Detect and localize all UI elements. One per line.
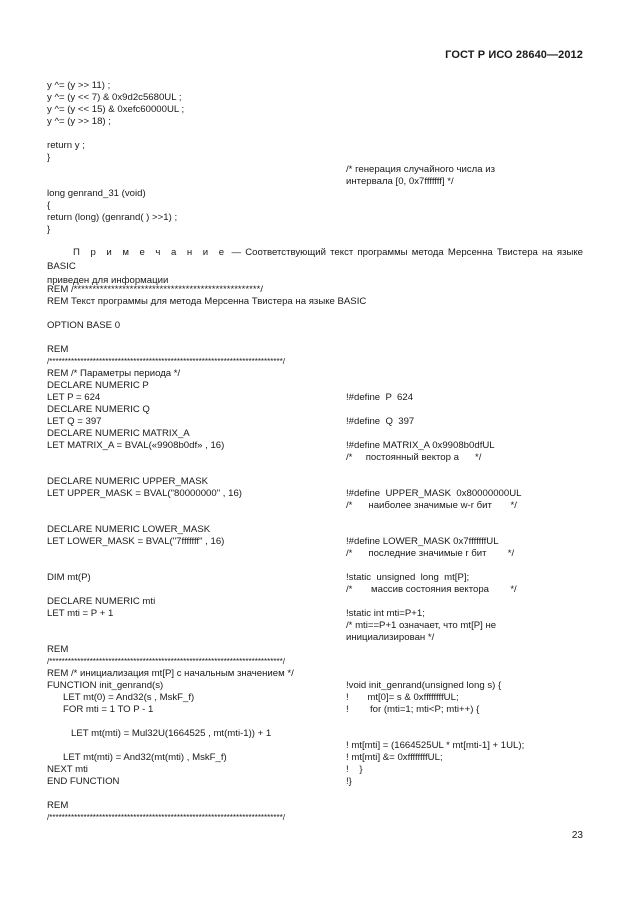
c-equivalent-line: !#define UPPER_MASK 0x80000000UL	[346, 488, 522, 499]
code-line: return (long) (genrand( ) >>1) ;	[47, 212, 178, 223]
c-equivalent-line: инициализирован */	[346, 632, 435, 643]
c-equivalent-line: /* последние значимые r бит */	[346, 548, 515, 559]
code-comment: /* генерация случайного числа из	[346, 164, 496, 175]
c-equivalent-line: /* массив состояния вектора */	[346, 584, 517, 595]
basic-line: DIM mt(P)	[47, 572, 91, 583]
separator-line: /***************************************************************************/	[47, 657, 285, 666]
code-line: y ^= (y << 7) & 0x9d2c5680UL ;	[47, 92, 182, 103]
code-line: return y ;	[47, 140, 85, 151]
basic-line: DECLARE NUMERIC P	[47, 380, 149, 391]
c-equivalent-line: !#define P 624	[346, 392, 414, 403]
c-equivalent-line: /* mti==P+1 означает, что mt[P] не	[346, 620, 497, 631]
basic-line: FOR mti = 1 TO P - 1	[47, 704, 154, 715]
c-equivalent-line: !#define Q 397	[346, 416, 415, 427]
c-equivalent-line: !#define MATRIX_A 0x9908b0dfUL	[346, 440, 495, 451]
basic-line: LET mti = P + 1	[47, 608, 114, 619]
basic-line: REM /* инициализация mt[P] с начальным значением */	[47, 668, 294, 679]
code-line: }	[47, 224, 51, 235]
c-equivalent-line: ! for (mti=1; mti<P; mti++) {	[346, 704, 480, 715]
c-equivalent-line: ! }	[346, 764, 363, 775]
c-equivalent-line: !void init_genrand(unsigned long s) {	[346, 680, 502, 691]
c-equivalent-line: /* постоянный вектор a */	[346, 452, 482, 463]
note-text: — Соответствующий текст программы метода Мерсенна Твистера на языке BASIC	[47, 247, 584, 272]
basic-line: LET Q = 397	[47, 416, 102, 427]
note-text-continued: приведен для информации	[47, 275, 169, 286]
c-equivalent-line: ! mt[0]= s & 0xffffffffUL;	[346, 692, 459, 703]
code-line: {	[47, 200, 51, 211]
basic-line: LET mt(mti) = And32(mt(mti) , MskF_f)	[47, 752, 227, 763]
basic-line: LET mt(0) = And32(s , MskF_f)	[47, 692, 195, 703]
basic-line: LET MATRIX_A = BVAL(«9908b0df» , 16)	[47, 440, 225, 451]
basic-line: DECLARE NUMERIC MATRIX_A	[47, 428, 190, 439]
basic-line: DECLARE NUMERIC UPPER_MASK	[47, 476, 208, 487]
c-equivalent-line: !static unsigned long mt[P];	[346, 572, 470, 583]
basic-line: FUNCTION init_genrand(s)	[47, 680, 164, 691]
basic-line: REM Текст программы для метода Мерсенна Твистера на языке BASIC	[47, 296, 367, 307]
c-equivalent-line: ! mt[mti] &= 0xffffffffUL;	[346, 752, 443, 763]
basic-line: OPTION BASE 0	[47, 320, 121, 331]
separator-line: /***************************************************************************/	[47, 813, 285, 822]
basic-line: DECLARE NUMERIC LOWER_MASK	[47, 524, 211, 535]
page-number: 23	[571, 830, 583, 841]
c-equivalent-line: !static int mti=P+1;	[346, 608, 425, 619]
separator-line: /***************************************************************************/	[47, 357, 285, 366]
basic-line: LET mt(mti) = Mul32U(1664525 , mt(mti-1)) + 1	[47, 728, 272, 739]
basic-line: NEXT mti	[47, 764, 88, 775]
code-line: long genrand_31 (void)	[47, 188, 146, 199]
code-line: }	[47, 152, 51, 163]
basic-line: DECLARE NUMERIC Q	[47, 404, 150, 415]
note-label: П р и м е ч а н и е	[73, 247, 228, 258]
basic-line: DECLARE NUMERIC mti	[47, 596, 156, 607]
c-equivalent-line: !}	[346, 776, 352, 787]
note-paragraph	[47, 246, 583, 288]
basic-line: REM	[47, 344, 69, 355]
basic-line: REM /* Параметры периода */	[47, 368, 181, 379]
code-line: y ^= (y >> 11) ;	[47, 80, 111, 91]
c-equivalent-line: !#define LOWER_MASK 0x7fffffffUL	[346, 536, 499, 547]
basic-line: REM	[47, 644, 69, 655]
basic-line: REM /**************************************************/	[47, 284, 263, 295]
basic-line: END FUNCTION	[47, 776, 120, 787]
c-equivalent-line: /* наиболее значимые w-r бит */	[346, 500, 517, 511]
basic-line: LET P = 624	[47, 392, 101, 403]
basic-line: LET UPPER_MASK = BVAL("80000000" , 16)	[47, 488, 242, 499]
c-equivalent-line: ! mt[mti] = (1664525UL * mt[mti-1] + 1UL);	[346, 740, 525, 751]
code-line: y ^= (y << 15) & 0xefc60000UL ;	[47, 104, 185, 115]
basic-line: LET LOWER_MASK = BVAL("7fffffff" , 16)	[47, 536, 225, 547]
code-comment: интервала [0, 0x7fffffff] */	[346, 176, 454, 187]
standard-header: ГОСТ Р ИСО 28640—2012	[445, 49, 583, 61]
code-line: y ^= (y >> 18) ;	[47, 116, 111, 127]
basic-line: REM	[47, 800, 69, 811]
